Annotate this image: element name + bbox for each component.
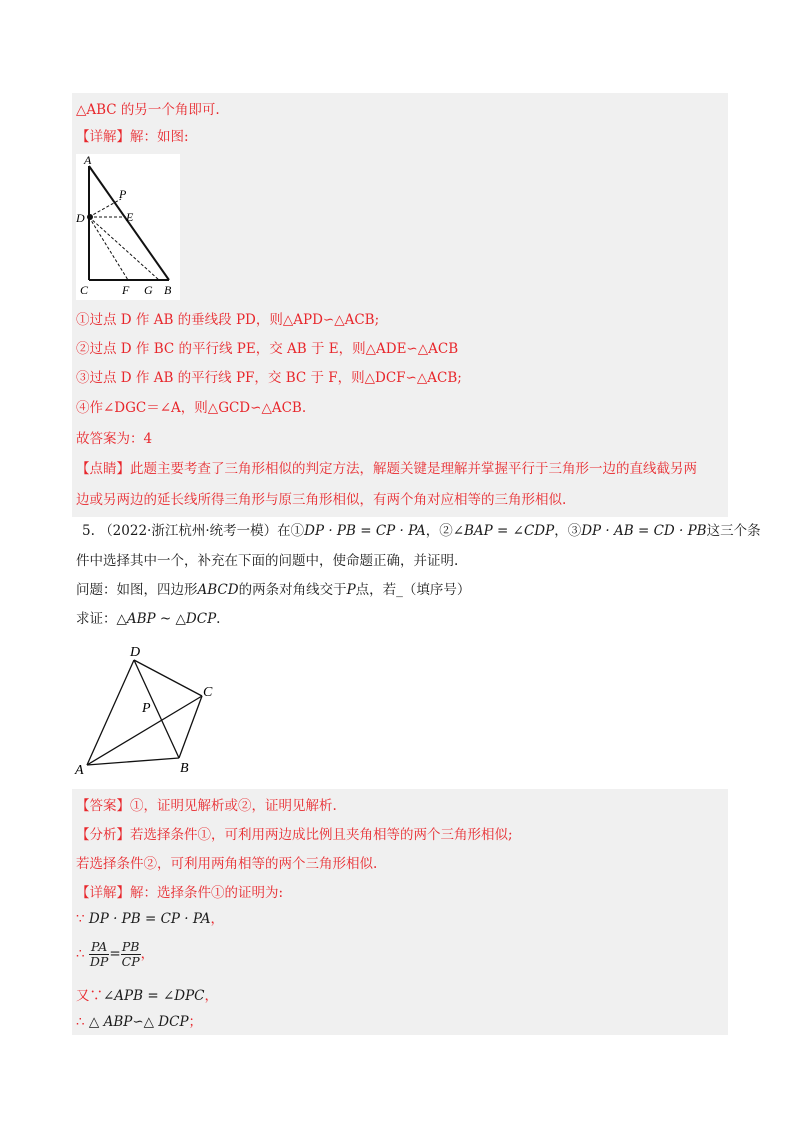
label-B: B — [164, 283, 172, 297]
prove-line — [76, 610, 220, 628]
comment-tag: 【点睛】 — [76, 461, 130, 477]
prove-end: . — [216, 611, 221, 627]
problem-5-line-3 — [76, 581, 470, 599]
label-C: C — [80, 283, 89, 297]
label-A: A — [75, 763, 84, 778]
label-P: P — [119, 187, 127, 201]
text-line — [76, 101, 220, 119]
label-D: D — [76, 211, 85, 225]
point-p: P — [346, 582, 356, 598]
punctuation: ； — [188, 1014, 203, 1030]
comment-text-1: 此题主要考查了三角形相似的判定方法，解题关键是理解并掌握平行于三角形一边的直线截另两 — [130, 461, 697, 477]
analysis-line-2: 若选择条件②，可利用两角相等的两个三角形相似. — [76, 856, 378, 872]
label-D: D — [130, 645, 141, 660]
problem-source: （2022·浙江杭州·统考一模）在① — [99, 523, 305, 539]
answer-text: ①，证明见解析或②，证明见解析. — [130, 798, 337, 814]
also-because: 又∵ — [76, 988, 103, 1004]
because-symbol: ∵ — [76, 911, 85, 927]
problem-5-line-1 — [82, 522, 761, 540]
label-E: E — [126, 210, 134, 224]
detail-tag: 【详解】 — [76, 885, 130, 901]
therefore-symbol: ∴ — [76, 1014, 85, 1030]
quadrilateral-figure — [72, 640, 232, 778]
list-item: ②过点 D 作 BC 的平行线 PE，交 AB 于 E，则△ADE∽△ACB — [76, 341, 459, 357]
label-B: B — [180, 761, 189, 776]
list-item: ①过点 D 作 AB 的垂线段 PD，则△APD∽△ACB; — [76, 312, 380, 328]
list-item: ③过点 D 作 AB 的平行线 PF，交 BC 于 F，则△DCF∽△ACB; — [76, 370, 462, 386]
list-item: ④作∠DGC＝∠A，则△GCD∽△ACB. — [76, 400, 307, 416]
equation: DP · PB = CP · PA — [88, 911, 211, 927]
proof-step-1 — [76, 910, 224, 928]
proof-step-2 — [76, 937, 154, 971]
separator: ，③ — [554, 523, 582, 539]
answer-tag: 【答案】 — [76, 798, 130, 814]
detail-tag: 【详解】 — [76, 129, 130, 145]
question-text: 的两条对角线交于 — [238, 582, 347, 598]
numerator: PA — [89, 940, 109, 955]
separator: ，② — [425, 523, 453, 539]
label-G: G — [144, 283, 153, 297]
therefore-symbol: ∴ — [76, 946, 85, 962]
label-A: A — [84, 154, 92, 167]
analysis-tag: 【分析】 — [76, 827, 130, 843]
condition-2: ∠BAP = ∠CDP — [452, 523, 555, 539]
answer-line: 故答案为：4 — [76, 431, 153, 447]
detail-text: 解：选择条件①的证明为: — [130, 885, 284, 901]
fraction-pb-cp — [121, 940, 141, 969]
equals-sign: = — [109, 946, 121, 962]
analysis-text: 若选择条件①，可利用两边成比例且夹角相等的两个三角形相似; — [130, 827, 513, 843]
comment-line-1 — [76, 460, 697, 478]
detail-text: 解：如图: — [130, 129, 189, 145]
answer-line — [76, 797, 337, 815]
denominator: CP — [121, 954, 140, 969]
condition-1: DP · PB = CP · PA — [304, 523, 426, 539]
problem-tail: 这三个条 — [706, 523, 761, 539]
comment-line-2: 边或另两边的延长线所得三角形与原三角形相似，有两个角对应相等的三角形相似. — [76, 492, 567, 508]
fraction-pa-dp — [89, 940, 109, 969]
punctuation: ， — [210, 911, 224, 927]
numerator: PB — [121, 939, 140, 954]
proof-step-4 — [76, 1013, 202, 1031]
prove-label: 求证： — [76, 611, 117, 627]
punctuation: ， — [204, 988, 219, 1004]
condition-3: DP · AB = CD · PB — [581, 523, 707, 539]
question-text: 点，若_（填序号） — [355, 582, 471, 598]
punctuation: ， — [140, 946, 155, 962]
label-F: F — [122, 283, 130, 297]
angle-equation: ∠APB = ∠DPC — [103, 988, 205, 1004]
quadrilateral-name: ABCD — [197, 582, 239, 598]
detail-line — [76, 128, 189, 146]
problem-number: 5. — [82, 523, 95, 539]
triangle-figure-1 — [76, 154, 180, 300]
analysis-line-1 — [76, 826, 513, 844]
label-C: C — [203, 685, 213, 700]
label-P: P — [142, 701, 151, 716]
denominator: DP — [89, 954, 109, 969]
proof-step-3 — [76, 987, 218, 1005]
detail-line — [76, 884, 283, 902]
continuation-text: △ABC 的另一个角即可. — [76, 102, 220, 118]
problem-5-line-2: 件中选择其中一个，补充在下面的问题中，使命题正确，并证明. — [76, 553, 459, 569]
similarity-statement: △ ABP∽△ DCP — [88, 1014, 189, 1030]
question-text: 问题：如图，四边形 — [76, 582, 198, 598]
prove-statement: △ABP ~ △DCP — [116, 611, 217, 627]
